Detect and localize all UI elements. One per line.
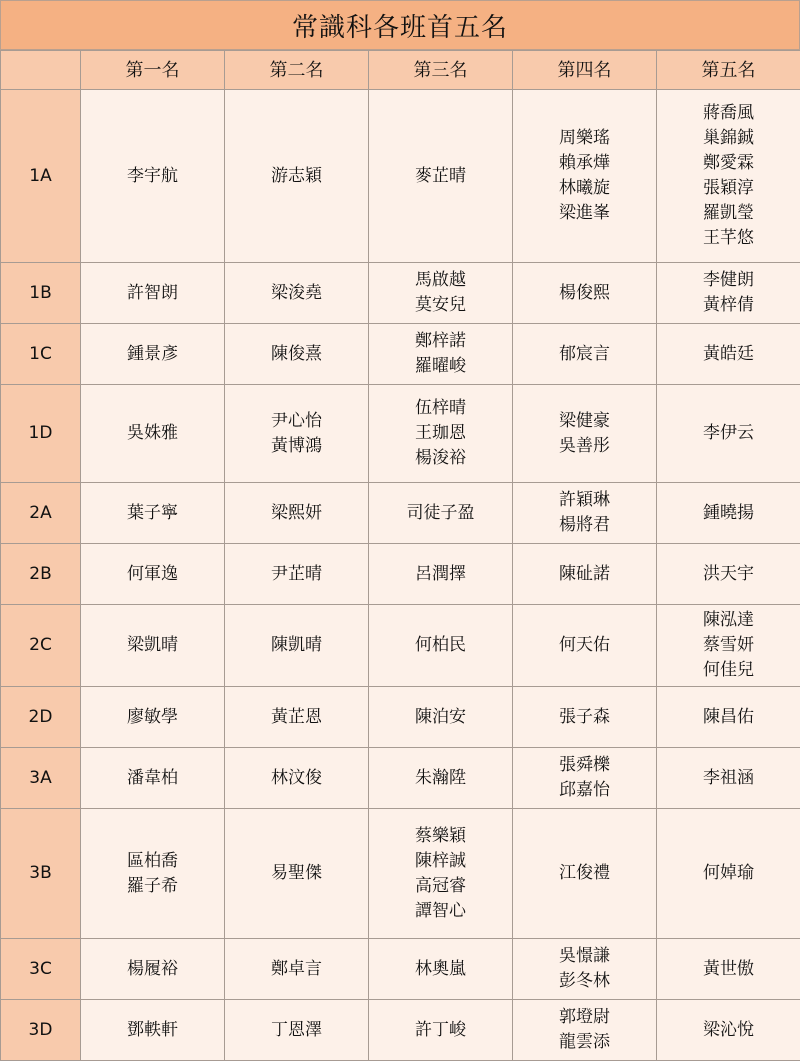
table-row — [1, 939, 800, 1000]
class-label-cell: 3A — [1, 748, 81, 809]
student-name: 鍾景彥 — [127, 343, 178, 364]
table-row — [1, 385, 800, 483]
rank-4-cell — [513, 544, 657, 605]
rank-2-cell — [225, 809, 369, 939]
student-name: 易聖傑 — [271, 863, 322, 883]
student-name: 何婥瑜 — [703, 863, 754, 883]
student-name: 楊將君 — [559, 515, 610, 535]
student-name: 伍梓晴 — [415, 398, 466, 418]
student-name: 廖敏學 — [127, 706, 178, 727]
student-name: 吳憬謙 — [559, 946, 610, 966]
rank-4-cell — [513, 687, 657, 748]
rank-1-cell — [81, 748, 225, 809]
student-name: 楊俊熙 — [559, 282, 610, 303]
student-name: 高冠睿 — [415, 875, 466, 896]
student-name: 王芊悠 — [703, 228, 754, 248]
table-row — [1, 263, 800, 324]
student-name: 龍雲添 — [559, 1032, 610, 1052]
rank-2-cell — [225, 385, 369, 483]
rank-3-cell — [369, 1000, 513, 1061]
student-name: 譚智心 — [415, 900, 466, 921]
header-rank-3: 第三名 — [369, 51, 513, 90]
rank-5-cell — [657, 483, 800, 544]
rank-4-cell — [513, 90, 657, 263]
student-name: 李祖涵 — [703, 767, 754, 788]
rank-5-cell — [657, 939, 800, 1000]
student-name: 李健朗 — [703, 270, 754, 290]
class-label-cell: 1B — [1, 263, 81, 324]
student-name: 尹芷晴 — [271, 563, 322, 584]
rank-5-cell — [657, 263, 800, 324]
table-row — [1, 605, 800, 687]
student-name: 鄭梓諾 — [415, 331, 466, 351]
student-name: 梁凱晴 — [127, 635, 178, 655]
student-name: 吳善彤 — [559, 435, 610, 456]
class-label-cell: 3D — [1, 1000, 81, 1061]
student-name: 黃博鴻 — [271, 435, 322, 456]
student-name: 林汶俊 — [271, 767, 322, 788]
student-name: 鍾曉揚 — [703, 502, 754, 523]
class-label-cell: 2C — [1, 605, 81, 687]
student-name: 麥芷晴 — [415, 165, 466, 186]
table-row — [1, 544, 800, 605]
rank-1-cell — [81, 324, 225, 385]
student-name: 周樂瑤 — [559, 128, 610, 148]
student-name: 賴承燁 — [559, 153, 610, 173]
table-row — [1, 483, 800, 544]
student-name: 何天佑 — [559, 635, 610, 655]
student-name: 邱嘉怡 — [559, 780, 610, 800]
student-name: 梁健豪 — [559, 410, 610, 431]
rank-1-cell — [81, 385, 225, 483]
rank-4-cell — [513, 1000, 657, 1061]
student-name: 黃皓廷 — [703, 343, 754, 364]
student-name: 李伊云 — [703, 423, 754, 443]
rank-2-cell — [225, 939, 369, 1000]
student-name: 楊履裕 — [127, 958, 178, 979]
student-name: 黃芷恩 — [271, 706, 322, 727]
header-rank-1: 第一名 — [81, 51, 225, 90]
rank-3-cell — [369, 809, 513, 939]
student-name: 梁浚堯 — [271, 282, 322, 303]
rank-3-cell — [369, 324, 513, 385]
rank-1-cell — [81, 605, 225, 687]
rank-4-cell — [513, 324, 657, 385]
rank-4-cell — [513, 483, 657, 544]
student-name: 蔣喬風 — [703, 103, 754, 123]
table-row — [1, 90, 800, 263]
student-name: 李宇航 — [127, 165, 178, 186]
rank-4-cell — [513, 748, 657, 809]
student-name: 何軍逸 — [127, 563, 178, 584]
student-name: 莫安兒 — [415, 295, 466, 315]
student-name: 鄧軼軒 — [127, 1019, 178, 1040]
table-row — [1, 748, 800, 809]
rank-1-cell — [81, 687, 225, 748]
rank-5-cell — [657, 687, 800, 748]
header-rank-2: 第二名 — [225, 51, 369, 90]
student-name: 陳凱晴 — [271, 635, 322, 655]
rank-5-cell — [657, 1000, 800, 1061]
table-row — [1, 687, 800, 748]
student-name: 林奧嵐 — [415, 958, 466, 979]
rank-4-cell — [513, 385, 657, 483]
header-row — [1, 51, 800, 90]
student-name: 洪天宇 — [703, 563, 754, 584]
student-name: 蔡雪妍 — [703, 635, 754, 655]
student-name: 陳泊安 — [415, 706, 466, 727]
class-label-cell: 2B — [1, 544, 81, 605]
rank-3-cell — [369, 687, 513, 748]
rank-2-cell — [225, 90, 369, 263]
student-name: 許丁峻 — [415, 1019, 466, 1040]
student-name: 尹心怡 — [271, 410, 322, 431]
rank-4-cell — [513, 605, 657, 687]
student-name: 蔡樂穎 — [415, 825, 466, 846]
rank-1-cell — [81, 90, 225, 263]
student-name: 羅子希 — [127, 875, 178, 896]
student-name: 王珈恩 — [415, 423, 466, 443]
table-row — [1, 1000, 800, 1061]
student-name: 郭墱尉 — [559, 1007, 610, 1027]
student-name: 許智朗 — [127, 282, 178, 303]
class-label-cell: 3C — [1, 939, 81, 1000]
student-name: 葉子寧 — [127, 502, 178, 523]
student-name: 朱瀚陞 — [415, 767, 466, 788]
rank-1-cell — [81, 809, 225, 939]
student-name: 陳昌佑 — [703, 706, 754, 727]
rank-3-cell — [369, 263, 513, 324]
class-label-cell: 1C — [1, 324, 81, 385]
student-name: 許穎琳 — [559, 490, 610, 510]
rank-5-cell — [657, 809, 800, 939]
rank-2-cell — [225, 1000, 369, 1061]
rank-5-cell — [657, 90, 800, 263]
rank-4-cell — [513, 263, 657, 324]
student-name: 陳俊熹 — [271, 343, 322, 364]
rank-3-cell — [369, 385, 513, 483]
student-name: 陳砋諾 — [559, 563, 610, 584]
student-name: 郁宸言 — [559, 343, 610, 364]
class-label-cell: 2D — [1, 687, 81, 748]
rank-3-cell — [369, 939, 513, 1000]
student-name: 丁恩澤 — [271, 1019, 322, 1040]
rank-4-cell — [513, 939, 657, 1000]
student-name: 呂潤擇 — [415, 563, 466, 584]
student-name: 林曦旋 — [559, 178, 610, 198]
student-name: 張舜櫟 — [559, 755, 610, 775]
rank-1-cell — [81, 1000, 225, 1061]
student-name: 何佳兒 — [703, 660, 754, 680]
rank-3-cell — [369, 90, 513, 263]
rank-2-cell — [225, 263, 369, 324]
rank-2-cell — [225, 687, 369, 748]
header-corner-cell — [1, 51, 81, 90]
rank-5-cell — [657, 748, 800, 809]
student-name: 羅凱瑩 — [703, 203, 754, 223]
rank-1-cell — [81, 544, 225, 605]
student-name: 張子森 — [559, 706, 610, 727]
rank-3-cell — [369, 544, 513, 605]
header-rank-5: 第五名 — [657, 51, 800, 90]
class-label-cell: 1D — [1, 385, 81, 483]
rank-1-cell — [81, 939, 225, 1000]
student-name: 吳姝雅 — [127, 423, 178, 443]
rank-3-cell — [369, 483, 513, 544]
table-row — [1, 324, 800, 385]
student-name: 何柏民 — [415, 635, 466, 655]
student-name: 梁熙妍 — [271, 502, 322, 523]
student-name: 司徒子盈 — [406, 502, 475, 523]
class-label-cell: 2A — [1, 483, 81, 544]
class-label-cell: 3B — [1, 809, 81, 939]
rank-1-cell — [81, 263, 225, 324]
student-name: 馬啟越 — [415, 270, 466, 290]
student-name: 梁沁悅 — [703, 1019, 754, 1040]
rank-5-cell — [657, 385, 800, 483]
student-name: 鄭愛霖 — [703, 153, 754, 173]
student-name: 楊浚裕 — [415, 448, 466, 468]
student-name: 梁進峯 — [559, 203, 610, 223]
rank-5-cell — [657, 324, 800, 385]
rank-2-cell — [225, 544, 369, 605]
student-name: 江俊禮 — [559, 863, 610, 883]
student-name: 巢錦鋮 — [703, 128, 754, 148]
student-name: 彭冬林 — [559, 971, 610, 991]
rank-3-cell — [369, 605, 513, 687]
ranking-table — [0, 50, 800, 1061]
table-row — [1, 809, 800, 939]
table-body — [1, 90, 800, 1061]
student-name: 黃梓倩 — [703, 295, 754, 315]
student-name: 陳泓達 — [703, 610, 754, 630]
student-name: 區柏喬 — [127, 850, 178, 871]
rank-3-cell — [369, 748, 513, 809]
student-name: 潘韋柏 — [127, 767, 178, 788]
table-header — [1, 51, 800, 90]
rank-5-cell — [657, 544, 800, 605]
page-title: 常識科各班首五名 — [0, 0, 800, 50]
header-rank-4: 第四名 — [513, 51, 657, 90]
class-label-cell: 1A — [1, 90, 81, 263]
student-name: 羅曜峻 — [415, 356, 466, 376]
student-name: 鄭卓言 — [271, 958, 322, 979]
student-name: 陳梓誠 — [415, 850, 466, 871]
rank-2-cell — [225, 483, 369, 544]
student-name: 游志穎 — [271, 165, 322, 186]
rank-2-cell — [225, 748, 369, 809]
rank-2-cell — [225, 605, 369, 687]
rank-2-cell — [225, 324, 369, 385]
rank-1-cell — [81, 483, 225, 544]
student-name: 黃世傲 — [703, 958, 754, 979]
rank-5-cell — [657, 605, 800, 687]
rank-4-cell — [513, 809, 657, 939]
student-name: 張穎淳 — [703, 178, 754, 198]
